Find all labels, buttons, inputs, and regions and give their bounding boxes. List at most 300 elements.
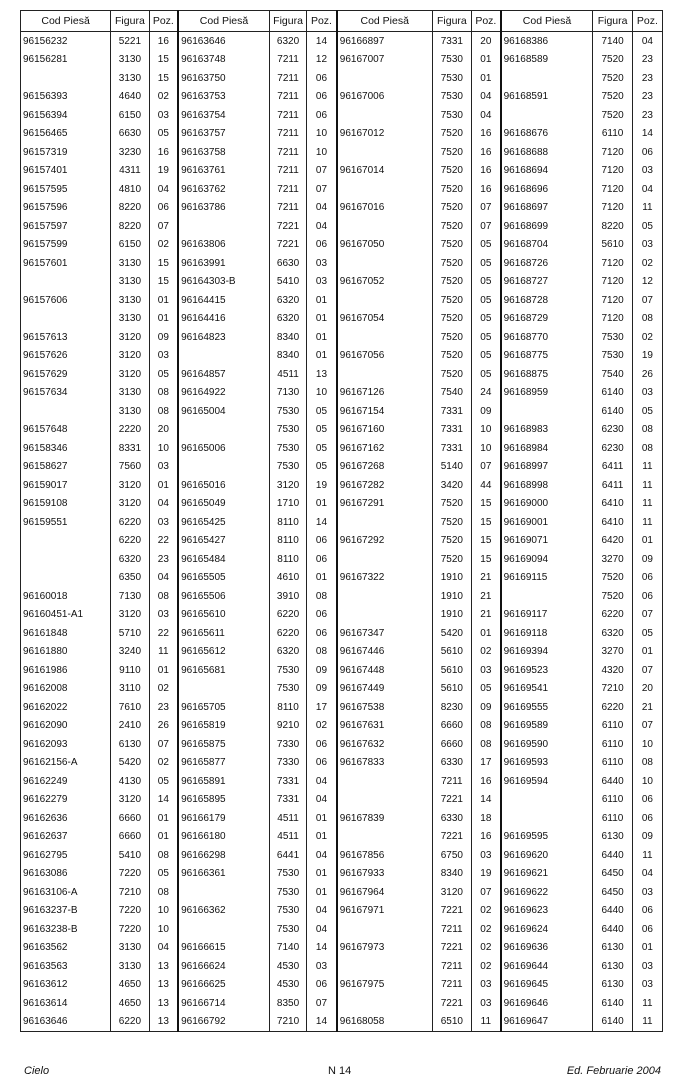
poz-cell: 14 [307,939,337,958]
figura-cell: 4130 [111,772,149,791]
table-row [21,365,663,384]
figura-cell: 6140 [593,994,632,1013]
cod-piesa-cell [337,365,432,384]
figura-cell: 7530 [269,421,306,440]
cod-piesa-cell: 96167162 [337,439,432,458]
figura-cell: 6330 [432,809,471,828]
figura-cell: 7211 [269,106,306,125]
poz-cell: 05 [307,421,337,440]
poz-cell: 05 [472,680,501,699]
figura-cell: 6130 [593,976,632,995]
cod-piesa-cell: 96166615 [178,939,269,958]
figura-cell: 7221 [269,217,306,236]
figura-cell: 7330 [269,754,306,773]
table-row [21,476,663,495]
figura-cell: 7540 [593,365,632,384]
poz-cell: 03 [632,236,662,255]
cod-piesa-cell: 96167347 [337,624,432,643]
poz-cell: 26 [632,365,662,384]
cod-piesa-cell: 96169621 [501,865,593,884]
table-row [21,754,663,773]
cod-piesa-cell: 96163086 [21,865,111,884]
figura-cell: 6320 [269,310,306,329]
poz-cell: 26 [149,717,178,736]
figura-cell: 3130 [111,402,149,421]
cod-piesa-cell: 96169593 [501,754,593,773]
figura-cell: 6220 [269,606,306,625]
cod-piesa-cell: 96168775 [501,347,593,366]
figura-cell: 7140 [593,32,632,51]
poz-cell: 01 [307,347,337,366]
poz-cell: 20 [149,421,178,440]
poz-cell: 23 [632,51,662,70]
cod-piesa-cell [337,550,432,569]
cod-piesa-cell: 96157401 [21,162,111,181]
poz-cell: 20 [632,680,662,699]
cod-piesa-cell: 96157597 [21,217,111,236]
figura-cell: 6441 [269,846,306,865]
table-row [21,957,663,976]
poz-cell: 03 [149,513,178,532]
cod-piesa-cell: 96157319 [21,143,111,162]
figura-cell: 7130 [111,587,149,606]
table-row [21,495,663,514]
cod-piesa-cell: 96168704 [501,236,593,255]
cod-piesa-cell [501,809,593,828]
figura-cell: 5610 [432,661,471,680]
poz-cell: 15 [472,532,501,551]
poz-cell: 14 [149,791,178,810]
poz-cell: 11 [632,1013,662,1032]
cod-piesa-cell: 96165505 [178,569,269,588]
figura-cell: 3270 [593,550,632,569]
figura-cell: 3420 [432,476,471,495]
table-row [21,236,663,255]
poz-cell: 02 [632,254,662,273]
poz-cell: 16 [472,180,501,199]
table-row [21,458,663,477]
figura-cell: 3120 [111,365,149,384]
table-row [21,106,663,125]
poz-cell: 03 [632,384,662,403]
poz-cell: 03 [472,994,501,1013]
parts-index-table [20,10,663,1032]
poz-cell: 05 [632,402,662,421]
figura-cell: 6110 [593,717,632,736]
figura-cell: 7520 [432,347,471,366]
poz-cell: 07 [632,606,662,625]
cod-piesa-cell: 96167322 [337,569,432,588]
poz-cell: 15 [149,254,178,273]
poz-cell: 01 [149,828,178,847]
cod-piesa-cell: 96162090 [21,717,111,736]
figura-cell: 6660 [432,735,471,754]
figura-cell: 5610 [432,680,471,699]
cod-piesa-cell: 96165610 [178,606,269,625]
poz-cell: 23 [632,106,662,125]
table-row [21,865,663,884]
table-row [21,421,663,440]
cod-piesa-cell: 96157599 [21,236,111,255]
cod-piesa-cell: 96168696 [501,180,593,199]
poz-cell: 05 [472,236,501,255]
figura-cell: 4650 [111,976,149,995]
cod-piesa-cell: 96167007 [337,51,432,70]
figura-cell: 7221 [269,236,306,255]
figura-cell: 7120 [593,291,632,310]
cod-piesa-cell: 96167160 [337,421,432,440]
figura-cell: 6630 [269,254,306,273]
poz-cell: 06 [307,624,337,643]
figura-cell: 7520 [432,291,471,310]
poz-cell: 09 [307,661,337,680]
figura-cell: 6660 [111,828,149,847]
figura-cell: 7530 [432,69,471,88]
cod-piesa-cell: 96163750 [178,69,269,88]
figura-cell: 6110 [593,791,632,810]
figura-cell: 7330 [269,735,306,754]
poz-cell: 08 [149,587,178,606]
figura-cell: 8110 [269,532,306,551]
figura-cell: 6330 [432,754,471,773]
figura-cell: 4311 [111,162,149,181]
poz-cell: 18 [472,809,501,828]
cod-piesa-cell: 96162156-A [21,754,111,773]
table-row [21,88,663,107]
figura-cell: 3910 [269,587,306,606]
poz-cell: 08 [149,883,178,902]
cod-piesa-cell: 96156394 [21,106,111,125]
poz-cell: 08 [632,439,662,458]
figura-cell: 4511 [269,828,306,847]
cod-piesa-cell: 96168984 [501,439,593,458]
figura-cell: 6440 [593,920,632,939]
cod-piesa-cell: 96166180 [178,828,269,847]
table-row [21,920,663,939]
poz-cell: 04 [632,865,662,884]
poz-cell: 02 [472,920,501,939]
poz-cell: 03 [149,458,178,477]
cod-piesa-cell: 96165506 [178,587,269,606]
table-row [21,550,663,569]
cod-piesa-cell: 96169646 [501,994,593,1013]
poz-cell: 01 [307,495,337,514]
poz-cell: 10 [472,439,501,458]
poz-cell: 01 [149,476,178,495]
figura-cell: 6411 [593,476,632,495]
poz-cell: 44 [472,476,501,495]
cod-piesa-cell [21,310,111,329]
cod-piesa-cell [337,217,432,236]
poz-cell: 09 [149,328,178,347]
poz-cell: 17 [472,754,501,773]
table-row [21,273,663,292]
poz-cell: 03 [472,976,501,995]
cod-piesa-cell: 96169590 [501,735,593,754]
cod-piesa-cell: 96164303-B [178,273,269,292]
figura-cell: 6320 [269,32,306,51]
figura-cell: 8220 [111,217,149,236]
figura-cell: 3120 [111,347,149,366]
table-row [21,717,663,736]
cod-piesa-cell: 96167126 [337,384,432,403]
cod-piesa-cell: 96165006 [178,439,269,458]
figura-cell: 6130 [593,957,632,976]
poz-cell: 22 [149,532,178,551]
poz-cell: 23 [149,550,178,569]
poz-cell: 14 [632,125,662,144]
footer-model-name: Cielo [24,1065,50,1077]
figura-cell: 3120 [111,476,149,495]
cod-piesa-cell [337,994,432,1013]
figura-cell: 6440 [593,902,632,921]
cod-piesa-cell: 96168726 [501,254,593,273]
cod-piesa-cell [337,328,432,347]
figura-cell: 3120 [111,791,149,810]
figura-cell: 7211 [269,125,306,144]
figura-cell: 3120 [111,495,149,514]
poz-cell: 21 [472,587,501,606]
poz-cell: 04 [307,217,337,236]
table-row [21,162,663,181]
poz-cell: 17 [307,698,337,717]
poz-cell: 02 [307,717,337,736]
figura-cell: 7520 [432,143,471,162]
cod-piesa-cell [337,587,432,606]
poz-cell: 01 [472,51,501,70]
poz-cell: 06 [307,735,337,754]
figura-cell: 8110 [269,698,306,717]
poz-cell: 14 [307,513,337,532]
poz-cell: 05 [472,291,501,310]
cod-piesa-cell: 96166624 [178,957,269,976]
cod-piesa-cell: 96169594 [501,772,593,791]
poz-cell: 16 [472,828,501,847]
cod-piesa-cell: 96169644 [501,957,593,976]
poz-cell: 03 [307,273,337,292]
header-figura: Figura [269,11,306,32]
poz-cell: 09 [472,402,501,421]
figura-cell: 5221 [111,32,149,51]
table-row [21,532,663,551]
poz-cell: 09 [632,550,662,569]
cod-piesa-cell: 96167014 [337,162,432,181]
poz-cell: 05 [472,328,501,347]
table-row [21,624,663,643]
figura-cell: 7530 [432,88,471,107]
cod-piesa-cell [337,254,432,273]
figura-cell: 3110 [111,680,149,699]
figura-cell: 3130 [111,310,149,329]
cod-piesa-cell [501,106,593,125]
figura-cell: 7520 [432,365,471,384]
figura-cell: 6140 [593,402,632,421]
figura-cell: 6220 [111,532,149,551]
figura-cell: 7520 [593,88,632,107]
poz-cell: 01 [307,291,337,310]
figura-cell: 7520 [432,550,471,569]
table-row [21,402,663,421]
figura-cell: 7120 [593,143,632,162]
figura-cell: 7520 [432,495,471,514]
table-row [21,569,663,588]
poz-cell: 01 [149,310,178,329]
figura-cell: 8340 [432,865,471,884]
poz-cell: 11 [632,476,662,495]
table-row [21,32,663,51]
figura-cell: 7120 [593,199,632,218]
poz-cell: 06 [632,569,662,588]
cod-piesa-cell [21,532,111,551]
cod-piesa-cell: 96165016 [178,476,269,495]
cod-piesa-cell: 96165895 [178,791,269,810]
poz-cell: 11 [632,458,662,477]
figura-cell: 7211 [269,51,306,70]
poz-cell: 06 [307,754,337,773]
cod-piesa-cell: 96165612 [178,643,269,662]
poz-cell: 02 [149,680,178,699]
cod-piesa-cell: 96165049 [178,495,269,514]
table-body [21,32,663,1032]
cod-piesa-cell: 96163106-A [21,883,111,902]
poz-cell: 08 [632,754,662,773]
figura-cell: 1910 [432,606,471,625]
figura-cell: 7331 [269,772,306,791]
table-row [21,902,663,921]
cod-piesa-cell: 96165891 [178,772,269,791]
cod-piesa-cell: 96166298 [178,846,269,865]
poz-cell: 14 [307,1013,337,1032]
poz-cell: 23 [149,698,178,717]
poz-cell: 03 [632,162,662,181]
cod-piesa-cell: 96167012 [337,125,432,144]
header-poz: Poz. [472,11,501,32]
figura-cell: 4650 [111,994,149,1013]
cod-piesa-cell: 96157648 [21,421,111,440]
cod-piesa-cell [178,217,269,236]
cod-piesa-cell: 96168729 [501,310,593,329]
poz-cell: 07 [472,883,501,902]
figura-cell: 3130 [111,384,149,403]
cod-piesa-cell: 96165611 [178,624,269,643]
cod-piesa-cell: 96159551 [21,513,111,532]
cod-piesa-cell: 96167839 [337,809,432,828]
figura-cell: 1910 [432,587,471,606]
figura-cell: 4610 [269,569,306,588]
cod-piesa-cell: 96157629 [21,365,111,384]
table-row [21,439,663,458]
cod-piesa-cell: 96159108 [21,495,111,514]
header-cod-piesa: Cod Piesă [337,11,432,32]
cod-piesa-cell: 96167975 [337,976,432,995]
poz-cell: 15 [472,550,501,569]
figura-cell: 7520 [432,162,471,181]
poz-cell: 03 [472,661,501,680]
cod-piesa-cell: 96167291 [337,495,432,514]
figura-cell: 5410 [269,273,306,292]
figura-cell: 5410 [111,846,149,865]
figura-cell: 3130 [111,51,149,70]
cod-piesa-cell [21,569,111,588]
table-row [21,661,663,680]
figura-cell: 7211 [269,69,306,88]
poz-cell: 06 [632,902,662,921]
figura-cell: 7530 [269,402,306,421]
cod-piesa-cell: 96169595 [501,828,593,847]
table-row [21,69,663,88]
figura-cell: 8340 [269,347,306,366]
poz-cell: 08 [149,384,178,403]
figura-cell: 1910 [432,569,471,588]
cod-piesa-cell: 96157606 [21,291,111,310]
cod-piesa-cell: 96163786 [178,199,269,218]
poz-cell: 06 [307,236,337,255]
poz-cell: 04 [307,791,337,810]
cod-piesa-cell: 96165681 [178,661,269,680]
cod-piesa-cell: 96167054 [337,310,432,329]
table-row [21,680,663,699]
cod-piesa-cell: 96163762 [178,180,269,199]
cod-piesa-cell: 96165425 [178,513,269,532]
cod-piesa-cell: 96169589 [501,717,593,736]
cod-piesa-cell [337,606,432,625]
cod-piesa-cell: 96164823 [178,328,269,347]
poz-cell: 19 [632,347,662,366]
poz-cell: 05 [307,402,337,421]
figura-cell: 7221 [432,994,471,1013]
cod-piesa-cell: 96166625 [178,976,269,995]
cod-piesa-cell: 96167973 [337,939,432,958]
figura-cell: 7530 [432,51,471,70]
figura-cell: 7530 [593,347,632,366]
cod-piesa-cell [21,550,111,569]
figura-cell: 3130 [111,957,149,976]
poz-cell: 11 [632,994,662,1013]
cod-piesa-cell: 96169622 [501,883,593,902]
cod-piesa-cell: 96162249 [21,772,111,791]
cod-piesa-cell: 96163562 [21,939,111,958]
figura-cell: 7211 [432,957,471,976]
cod-piesa-cell: 96164857 [178,365,269,384]
poz-cell: 07 [472,217,501,236]
poz-cell: 05 [472,365,501,384]
poz-cell: 03 [632,883,662,902]
cod-piesa-cell: 96162022 [21,698,111,717]
poz-cell: 15 [149,69,178,88]
table-row [21,1013,663,1032]
cod-piesa-cell: 96169117 [501,606,593,625]
header-cod-piesa: Cod Piesă [501,11,593,32]
poz-cell: 02 [149,88,178,107]
poz-cell: 02 [472,902,501,921]
header-cod-piesa: Cod Piesă [178,11,269,32]
table-row [21,643,663,662]
poz-cell: 20 [472,32,501,51]
figura-cell: 7211 [269,162,306,181]
figura-cell: 7530 [269,439,306,458]
cod-piesa-cell: 96168591 [501,88,593,107]
poz-cell: 01 [307,310,337,329]
figura-cell: 7520 [432,199,471,218]
poz-cell: 02 [632,328,662,347]
figura-cell: 7211 [269,88,306,107]
figura-cell: 7210 [593,680,632,699]
cod-piesa-cell [501,69,593,88]
cod-piesa-cell: 96169623 [501,902,593,921]
poz-cell: 01 [632,532,662,551]
cod-piesa-cell: 96168589 [501,51,593,70]
cod-piesa-cell: 96167631 [337,717,432,736]
